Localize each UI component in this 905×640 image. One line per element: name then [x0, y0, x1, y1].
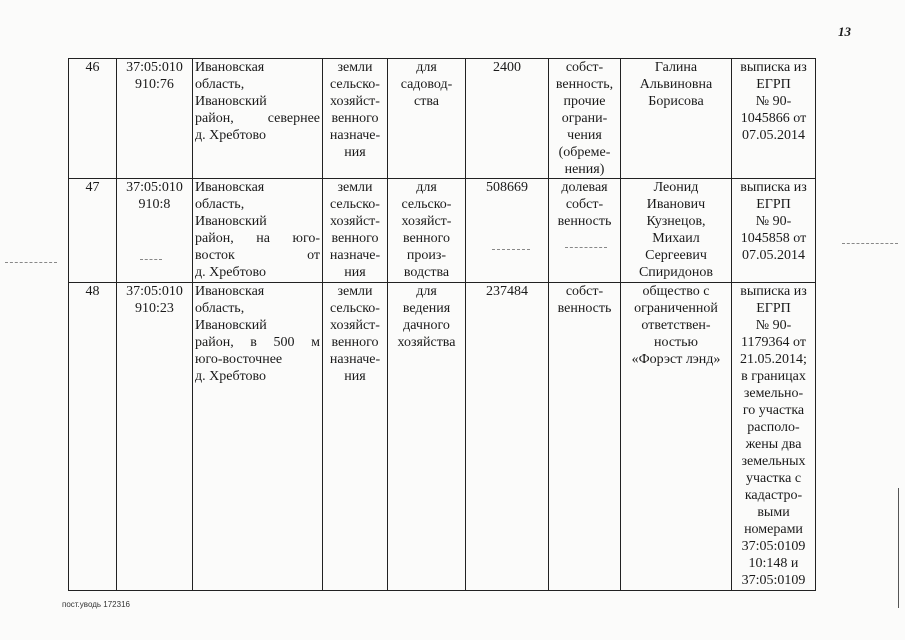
scan-artifact-mid-3	[565, 247, 607, 249]
registry-extract: выписка из ЕГРП № 90- 1045866 от 07.05.2014	[732, 59, 816, 179]
permitted-use: для сельско- хозяйст- венного произ- водства	[388, 179, 466, 283]
cadastral-number: 37:05:010 910:23	[117, 283, 193, 591]
ownership-right: собст- венность	[549, 283, 621, 591]
area: 508669	[466, 179, 549, 283]
page-number: 13	[838, 24, 851, 39]
owner: Галина Альвиновна Борисова	[621, 59, 732, 179]
row-number: 47	[69, 179, 117, 283]
scan-edge-line	[898, 488, 899, 608]
registry-extract: выписка из ЕГРП № 90- 1045858 от 07.05.2014	[732, 179, 816, 283]
row-number: 48	[69, 283, 117, 591]
land-registry-table	[68, 58, 816, 591]
area: 237484	[466, 283, 549, 591]
permitted-use: для ведения дачного хозяйства	[388, 283, 466, 591]
area: 2400	[466, 59, 549, 179]
address: Ивановская область, Ивановский район, на юго- восток от д. Хребтово	[193, 179, 323, 283]
scan-artifact-mid-1	[140, 259, 162, 261]
table-row	[69, 283, 816, 591]
footer-stamp: пост.уводь 172316	[62, 600, 130, 609]
cadastral-number: 37:05:010 910:76	[117, 59, 193, 179]
scan-artifact-right	[842, 243, 898, 245]
address: Ивановская область, Ивановский район, севернее д. Хребтово	[193, 59, 323, 179]
row-number: 46	[69, 59, 117, 179]
scan-artifact-left	[5, 262, 57, 264]
registry-extract: выписка из ЕГРП № 90- 1179364 от 21.05.2014; в границах земельно- го участка располо- жены два земельных участка с кадастро- выми номерами 37:05:0109 10:148 и 37:05:0109	[732, 283, 816, 591]
address: Ивановская область, Ивановский район, в 500 м юго-восточнее д. Хребтово	[193, 283, 323, 591]
scan-artifact-mid-2	[492, 249, 530, 251]
cadastral-number: 37:05:010 910:8	[117, 179, 193, 283]
ownership-right: собст- венность, прочие ограни- чения (обреме- нения)	[549, 59, 621, 179]
land-category: земли сельско- хозяйст- венного назначе- ния	[323, 59, 388, 179]
owner: Леонид Иванович Кузнецов, Михаил Сергеевич Спиридонов	[621, 179, 732, 283]
table-row	[69, 179, 816, 283]
ownership-right: долевая собст- венность	[549, 179, 621, 283]
permitted-use: для садовод- ства	[388, 59, 466, 179]
table-row	[69, 59, 816, 179]
land-category: земли сельско- хозяйст- венного назначе- ния	[323, 283, 388, 591]
owner: общество с ограниченной ответствен- ностью «Форэст лэнд»	[621, 283, 732, 591]
land-category: земли сельско- хозяйст- венного назначе- ния	[323, 179, 388, 283]
